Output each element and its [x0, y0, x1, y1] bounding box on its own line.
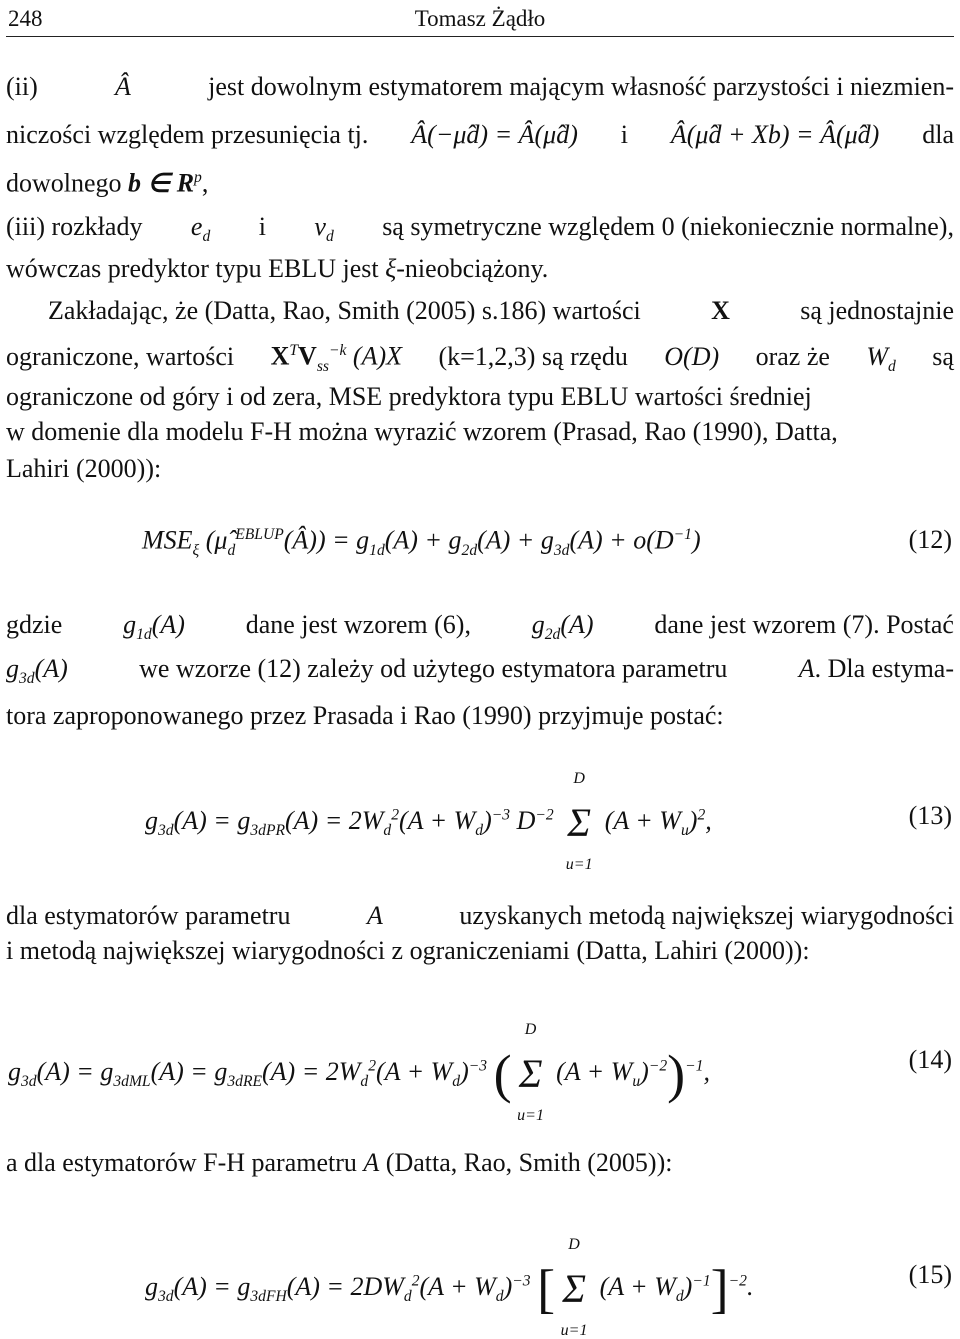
math-xi: ξ — [385, 254, 397, 283]
math-sub: d — [202, 228, 211, 246]
math-g3: $g_{3d}(A)$ — [6, 654, 68, 688]
text: we wzorze (12) zależy od użytego estymatora parametru — [139, 654, 728, 683]
text: dla estymatorów parametru — [6, 901, 291, 930]
text: -nieobciążony. — [396, 254, 549, 283]
math-a: A — [366, 901, 383, 930]
text: są — [932, 341, 954, 371]
condition-ii-line-3 — [6, 170, 954, 197]
math-a-hat: Â — [115, 72, 131, 101]
math-inline: (A)X — [352, 341, 402, 371]
text: są jednostajnie — [800, 296, 954, 325]
text: dane jest wzorem (6), — [245, 610, 471, 639]
text: gdzie — [6, 610, 63, 639]
text: (iii) rozkłady — [6, 212, 143, 241]
equation-number: (15) — [908, 1260, 952, 1289]
text: , — [201, 168, 209, 198]
text: dla — [922, 120, 954, 149]
text: wówczas predyktor typu EBLU jest — [6, 254, 379, 283]
running-head: Tomasz Żądło — [414, 6, 546, 31]
condition-ii-line-1 — [6, 74, 954, 100]
item-label: (ii) — [6, 72, 38, 101]
text: oraz że — [755, 341, 830, 371]
math-bold-x: X — [711, 296, 730, 325]
condition-iii-line-2 — [6, 256, 954, 282]
page-header — [0, 0, 960, 38]
para-assumption-line-2: ograniczone, wartości $X^TV_{ss}^{-k}$ (A)X (k=1,2,3) są rzędu O(D) oraz że $W_d$ są — [6, 341, 954, 375]
para-assumption-line-5: Lahiri (2000)): — [6, 454, 162, 483]
para-ml-line-1 — [6, 903, 954, 929]
math-v: v — [314, 212, 326, 241]
text: a dla estymatorów F-H parametru — [6, 1148, 357, 1177]
text: niczości względem przesunięcia tj. — [6, 120, 369, 149]
math-order: O(D) — [664, 341, 720, 371]
math-inline: Â(−μ̂d) = Â(μ̂d) — [411, 120, 578, 149]
math-inline: b ∈ R — [128, 168, 195, 198]
text: i — [258, 212, 266, 241]
math-a: A — [798, 654, 815, 683]
para-where-line-2 — [6, 656, 954, 687]
header-rule — [6, 36, 954, 37]
sum-symbol: D Σ u=1 — [565, 770, 593, 873]
para-assumption-line-1 — [48, 298, 954, 324]
para-assumption-line-3: ograniczone od góry i od zera, MSE predyktora typu EBLU wartości średniej — [6, 382, 812, 411]
para-assumption-line-4: w domenie dla modelu F-H można wyrazić wzorem (Prasad, Rao (1990), Datta, — [6, 417, 838, 446]
text: . Dla estyma- — [814, 654, 954, 683]
math-e: e — [190, 212, 203, 241]
math-w: W — [866, 341, 889, 371]
text: i — [620, 120, 628, 149]
equation-number: (13) — [908, 801, 952, 830]
text: Zakładając, że (Datta, Rao, Smith (2005) s.186) wartości — [48, 296, 641, 325]
text: ograniczone, wartości — [6, 341, 235, 371]
math-sup: p — [194, 169, 202, 186]
para-where-line-3: tora zaproponowanego przez Prasada i Rao (1990) przyjmuje postać: — [6, 701, 724, 730]
text: dowolnego — [6, 168, 122, 198]
para-ml-line-2: i metodą największej wiarygodności z ograniczeniami (Datta, Lahiri (2000)): — [6, 936, 810, 965]
text: jest dowolnym estymatorem mającym własność parzystości i niezmien- — [208, 72, 954, 101]
condition-ii-line-2 — [6, 122, 954, 148]
text: (Datta, Rao, Smith (2005)): — [385, 1148, 673, 1177]
text: są symetryczne względem 0 (niekoniecznie normalne), — [382, 212, 954, 241]
page-number: 248 — [8, 6, 43, 31]
sum-symbol: D Σ u=1 — [560, 1236, 588, 1339]
condition-iii-line-1 — [6, 214, 954, 245]
math-g2: $g_{2d}(A)$ — [531, 610, 594, 644]
math-sub: d — [325, 228, 334, 246]
math-xtvx: $X^TV_{ss}^{-k}$ (A)X — [270, 341, 402, 375]
text: uzyskanych metodą największej wiarygodności — [459, 901, 954, 930]
equation-number: (14) — [908, 1045, 952, 1074]
para-fh-line-1 — [6, 1150, 954, 1176]
sum-symbol: D Σ u=1 — [517, 1021, 544, 1124]
math-g1: $g_{1d}(A)$ — [123, 610, 185, 644]
text: dane jest wzorem (7). Postać — [654, 610, 954, 639]
math-a: A — [363, 1148, 380, 1177]
para-where-line-1 — [6, 612, 954, 643]
text: (k=1,2,3) są rzędu — [438, 341, 628, 371]
math-inline: Â(μ̂d + Xb) = Â(μ̂d) — [670, 120, 880, 149]
equation-number: (12) — [908, 525, 952, 554]
